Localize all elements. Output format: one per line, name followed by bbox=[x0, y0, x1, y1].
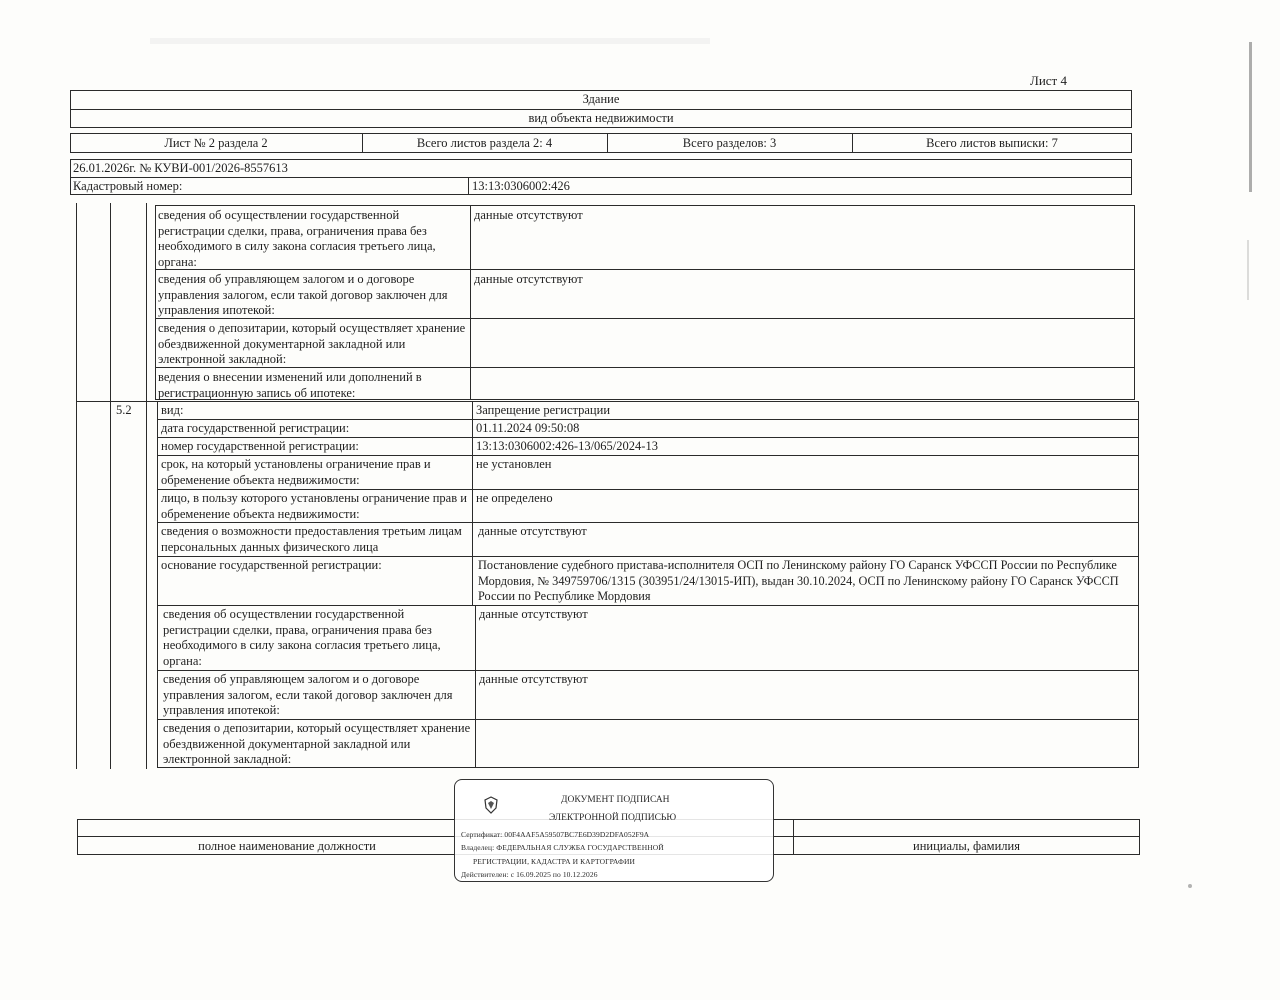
object-type: Здание bbox=[582, 92, 620, 106]
table-row-value: Запрещение регистрации bbox=[476, 403, 611, 417]
table-row-label: лицо, в пользу которого установлены ограничение прав и обременение объекта недвижимости: bbox=[161, 491, 467, 521]
initials-caption: инициалы, фамилия bbox=[913, 839, 1020, 853]
table-row-value: не определено bbox=[476, 491, 553, 505]
table-row-value: данные отсутствуют bbox=[474, 208, 583, 222]
table-row-value: не установлен bbox=[476, 457, 552, 471]
electronic-signature-stamp bbox=[454, 779, 774, 882]
table-row-value: Постановление судебного пристава-исполнителя ОСП по Ленинскому району ГО Саранск УФССП России по Республике Мордовия, № 349759706/1315 (303951/24/13015-ИП), выдан 30.10.2024, ОСП по Ленинскому району ГО Саранск УФССП России по Республике Мордовия bbox=[478, 558, 1119, 603]
table-left-border bbox=[76, 203, 77, 769]
table-row-value: данные отсутствуют bbox=[474, 272, 583, 286]
table-row-value: 13:13:0306002:426-13/065/2024-13 bbox=[476, 439, 658, 453]
table-row-label: сведения о депозитарии, который осуществляет хранение обездвиженной документарной закладной или электронной закладной: bbox=[158, 321, 466, 366]
table-row-value: 01.11.2024 09:50:08 bbox=[476, 421, 580, 435]
emblem-icon bbox=[483, 796, 499, 814]
cadastral-number-label: Кадастровый номер: bbox=[73, 179, 183, 193]
stamp-title-line1: ДОКУМЕНТ ПОДПИСАН bbox=[561, 795, 670, 805]
table-row-value: данные отсутствуют bbox=[478, 524, 587, 538]
table-row-label: сведения о депозитарии, который осуществляет хранение обездвиженной документарной закладной или электронной закладной: bbox=[163, 721, 471, 766]
position-caption: полное наименование должности bbox=[198, 839, 376, 853]
object-type-caption: вид объекта недвижимости bbox=[528, 111, 674, 125]
table-row-label: вид: bbox=[161, 403, 184, 417]
table-row-value: данные отсутствуют bbox=[479, 607, 588, 621]
table-row-label: сведения о возможности предоставления третьим лицам персональных данных физического лица bbox=[161, 524, 462, 554]
sections-total: Всего разделов: 3 bbox=[682, 136, 777, 150]
table-row-label: номер государственной регистрации: bbox=[161, 439, 359, 453]
stamp-owner-line2: РЕГИСТРАЦИИ, КАДАСТРА И КАРТОГРАФИИ bbox=[473, 857, 635, 866]
table-row-label: сведения об управляющем залогом и о договоре управления залогом, если такой договор заключен для управления ипотекой: bbox=[163, 672, 453, 717]
section-sheets-total: Всего листов раздела 2: 4 bbox=[416, 136, 553, 150]
table-row-label: ведения о внесении изменений или дополнений в регистрационную запись об ипотеке: bbox=[158, 370, 422, 400]
sheet-number: Лист 4 bbox=[1030, 73, 1067, 88]
stamp-title-line2: ЭЛЕКТРОННОЙ ПОДПИСЬЮ bbox=[549, 813, 677, 823]
table-row-value: данные отсутствуют bbox=[479, 672, 588, 686]
stamp-owner-line1: Владелец: ФЕДЕРАЛЬНАЯ СЛУЖБА ГОСУДАРСТВЕННОЙ bbox=[461, 843, 664, 852]
sheet-of-section: Лист № 2 раздела 2 bbox=[164, 136, 268, 150]
extract-sheets-total: Всего листов выписки: 7 bbox=[926, 136, 1058, 150]
table-row-label: сведения об осуществлении государственной регистрации сделки, права, ограничения права без необходимого в силу закона согласия третьего лица, органа: bbox=[163, 607, 441, 668]
stamp-certificate: Сертификат: 00F4AAF5A59507BC7E6D39D2DFA052F9A bbox=[461, 830, 650, 839]
table-row-label: основание государственной регистрации: bbox=[161, 558, 382, 572]
document-reference: 26.01.2026г. № КУВИ-001/2026-8557613 bbox=[73, 161, 288, 175]
section-number: 5.2 bbox=[116, 403, 132, 417]
cadastral-number-value: 13:13:0306002:426 bbox=[472, 179, 570, 193]
table-row-label: сведения об осуществлении государственной регистрации сделки, права, ограничения права без необходимого в силу закона согласия третьего лица, органа: bbox=[158, 208, 436, 269]
table-row-label: срок, на который установлены ограничение прав и обременение объекта недвижимости: bbox=[161, 457, 431, 487]
stamp-validity: Действителен: с 16.09.2025 по 10.12.2026 bbox=[461, 870, 598, 879]
table-row-label: сведения об управляющем залогом и о договоре управления залогом, если такой договор заключен для управления ипотекой: bbox=[158, 272, 448, 317]
table-row-label: дата государственной регистрации: bbox=[161, 421, 350, 435]
